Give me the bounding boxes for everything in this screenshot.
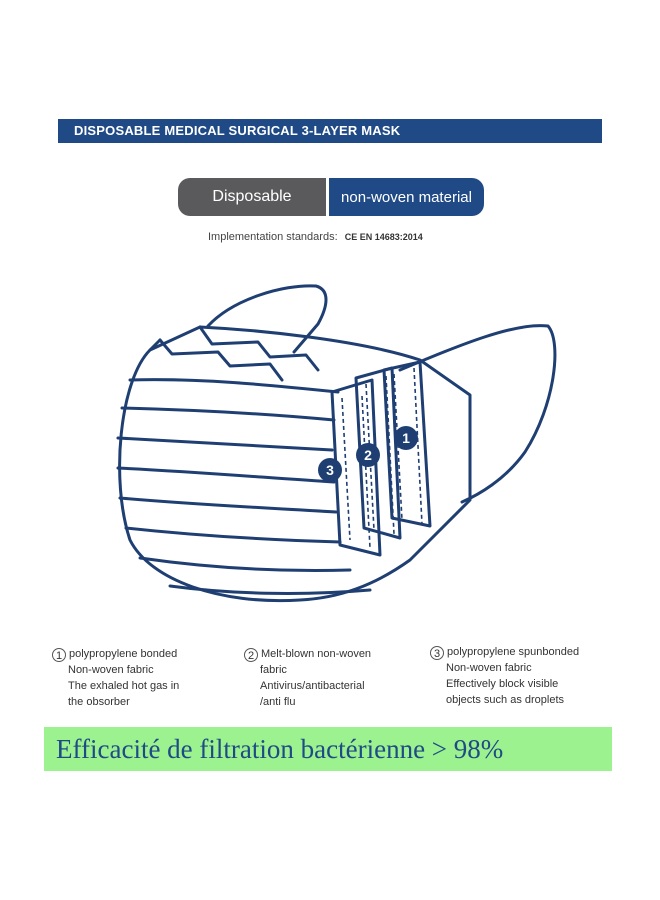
standards-label: Implementation standards: [208,231,338,243]
layer-1-line-2: Non-woven fabric [68,664,154,676]
layer-2-number-icon: 2 [244,648,258,662]
layer-2-description [244,646,371,710]
layer-3-line-4: objects such as droplets [446,694,565,706]
standards-value: CE EN 14683:2014 [344,232,423,242]
disposable-pill: Disposable [178,178,326,216]
layer-3-number-icon: 3 [430,646,444,660]
layer-2-line-2: fabric [260,664,287,676]
layer-1-description [52,646,179,710]
marker-1-label: 1 [402,430,410,446]
material-pill: non-woven material [329,178,484,216]
layer-1-line-1: 1 polypropylene bonded [52,646,179,662]
layer-3-line-3: Effectively block visible [446,678,559,690]
marker-3-label: 3 [326,462,334,478]
title-banner: DISPOSABLE MEDICAL SURGICAL 3-LAYER MASK [58,119,602,143]
layer-3-line-2: Non-woven fabric [446,662,532,674]
layer-1-line-4: the obsorber [68,696,130,708]
layer-2-line-1: 2 Melt-blown non-woven [244,646,371,662]
layer-3-description [430,644,579,708]
layer-2-line-4: /anti flu [260,696,296,708]
layer-2-line-3: Antivirus/antibacterial [260,680,365,692]
layer-1-line-3: The exhaled hot gas in [68,680,180,692]
layer-3-line-1: 3 polypropylene spunbonded [430,644,579,660]
marker-2-label: 2 [364,447,372,463]
mask-body-outline [120,327,470,601]
filtration-efficacy-banner: Efficacité de filtration bactérienne > 98% [44,727,612,771]
layer-1-number-icon: 1 [52,648,66,662]
